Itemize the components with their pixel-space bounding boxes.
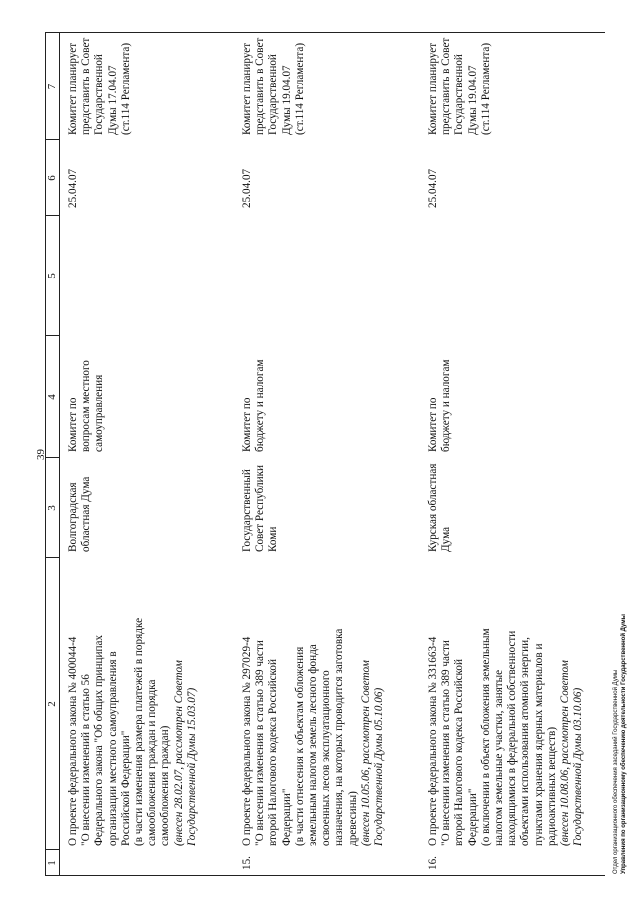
row-16-description: О проекте федерального закона № 331663-4 "О внесении изменения в статью 389 части второй Налогового кодекса Российской Федерации" (о включении в объект обложения земельным налогом земельные участки, занятые находящимися в федеральной собственности объектами использования атомной энергии, пунктами хранения ядерных материалов и радиоактивных веществ) (внесен 10.08.06, рассмотрен Советом Государственной Думы 03.10.06) xyxy=(427,628,585,846)
footer-line-2: Управления по организационному обеспечению деятельности Государственной Думы xyxy=(621,614,627,874)
header-col-3: 3 xyxy=(46,505,58,511)
row-15-number: 15. xyxy=(241,856,253,870)
row-1-date: 25.04.07 xyxy=(67,168,79,208)
header-col-4: 4 xyxy=(46,394,58,400)
table-right-border xyxy=(45,32,605,33)
row-15-date: 25.04.07 xyxy=(241,168,253,208)
header-col-5: 5 xyxy=(46,273,58,279)
page-footer xyxy=(612,614,628,874)
agenda-table xyxy=(45,33,605,876)
row-16-date: 25.04.07 xyxy=(427,168,439,208)
footer-line-1: Отдел организационного обеспечения заседаний Государственной Думы xyxy=(613,669,619,874)
row-1-plan: Комитет планирует представить в Совет Государственной Думы 17.04.07 (ст.114 Регламента) xyxy=(67,37,132,135)
row-15-plan: Комитет планирует представить в Совет Государственной Думы 19.04.07 (ст.114 Регламента) xyxy=(241,37,306,135)
row-15-description: О проекте федерального закона № 297029-4 "О внесении изменения в статью 389 части второй Налогового кодекса Российской Федерации" (в части отнесения к объектам обложения земельным налогом земель лесного фонда освоенных лесов эксплуатационного назначения, на которых проводится заготовка древесины) (внесен 10.05.06, рассмотрен Советом Государственной Думы 05.10.06) xyxy=(241,628,386,846)
table-left-border xyxy=(45,875,605,876)
row-16-committee: Комитет по бюджету и налогам xyxy=(427,359,453,452)
row-1-author: Волгоградская областная Дума xyxy=(67,476,93,552)
header-col-2: 2 xyxy=(46,701,58,707)
row-1-description: О проекте федерального закона № 400044-4 "О внесении изменений в статью 56 Федерального закона "Об общих принципах организации местного самоуправления в Российской Федерации" (в части изменения размера платежей в порядке самообложения граждан и порядка самообложения граждан) (внесен 28.02.07, рассмотрен Советом Государственной Думы 15.03.07) xyxy=(67,617,198,846)
page-number: 39 xyxy=(35,449,47,460)
header-col-7: 7 xyxy=(46,83,58,90)
row-15-author: Государственный Совет Республики Коми xyxy=(241,464,280,552)
row-15-committee: Комитет по бюджету и налогам xyxy=(241,359,267,452)
header-col-1: 1 xyxy=(46,860,58,866)
header-bottom-border xyxy=(59,33,60,876)
row-16-number: 16. xyxy=(427,856,439,870)
header-col-6: 6 xyxy=(46,175,58,181)
row-16-author: Курская областная Дума xyxy=(427,463,453,552)
row-16-plan: Комитет планирует представить в Совет Государственной Думы 19.04.07 (ст.114 Регламента) xyxy=(427,37,492,135)
row-1-committee: Комитет по вопросам местного самоуправления xyxy=(67,360,106,452)
